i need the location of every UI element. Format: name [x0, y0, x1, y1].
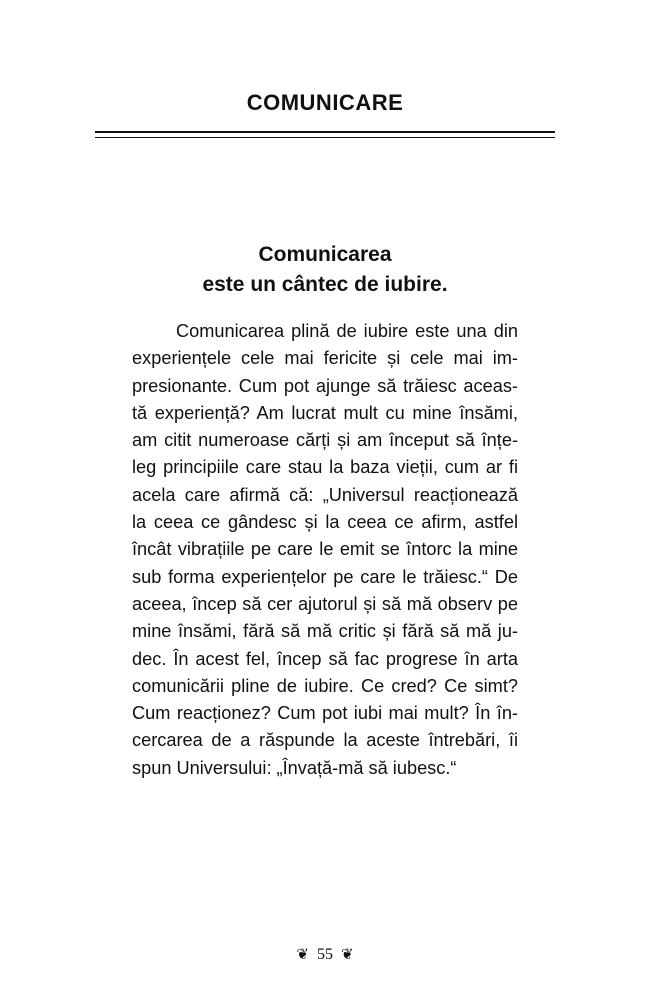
paragraph-line: acela care afirmă că: „Universul reacționează [132, 484, 518, 505]
paragraph-line: sub forma experiențelor pe care le trăiesc.“ De [132, 566, 518, 587]
paragraph-line: încât vibrațiile pe care le emit se întorc la mine [132, 539, 518, 560]
page-footer [0, 945, 650, 964]
paragraph-line: experiențele cele mai fericite și cele mai im- [132, 348, 518, 369]
paragraph-line: Cum reacționez? Cum pot iubi mai mult? În în- [132, 703, 518, 724]
paragraph-line: cercarea de a răspunde la aceste întrebări, îi [132, 730, 518, 751]
paragraph-line: presionante. Cum pot ajunge să trăiesc aceas- [132, 375, 518, 396]
paragraph-line: dec. În acest fel, încep să fac progrese în arta [132, 648, 518, 669]
paragraph-line: Comunicarea plină de iubire este una din [176, 321, 518, 341]
paragraph-line: comunicării pline de iubire. Ce cred? Ce simt? [132, 675, 518, 696]
paragraph-line: tă experiență? Am lucrat mult cu mine însămi, [132, 402, 518, 423]
paragraph-line: spun Universului: „Învață-mă să iubesc.“ [132, 757, 457, 778]
section-heading [0, 240, 650, 300]
paragraph-line: la ceea ce gândesc și la ceea ce afirm, astfel [132, 512, 518, 533]
body-paragraph [132, 318, 518, 782]
heading-line-2: este un cântec de iubire. [202, 273, 448, 296]
chapter-title: COMUNICARE [246, 90, 404, 115]
paragraph-line: aceea, încep să cer ajutorul și să mă observ pe [132, 593, 518, 614]
page-number: 55 [317, 946, 333, 963]
paragraph-line: am citit numeroase cărți și am început să înțe- [132, 430, 518, 451]
title-rule-thick [95, 131, 555, 133]
fleuron-left-icon: ❦ [296, 947, 309, 963]
paragraph-line: mine însămi, fără să mă critic și fără să mă ju- [132, 621, 518, 642]
paragraph-line: leg principiile care stau la baza vieții, cum ar fi [132, 457, 518, 478]
heading-line-1: Comunicarea [258, 243, 392, 266]
title-rule-thin [95, 137, 555, 138]
fleuron-right-icon: ❦ [341, 947, 354, 963]
